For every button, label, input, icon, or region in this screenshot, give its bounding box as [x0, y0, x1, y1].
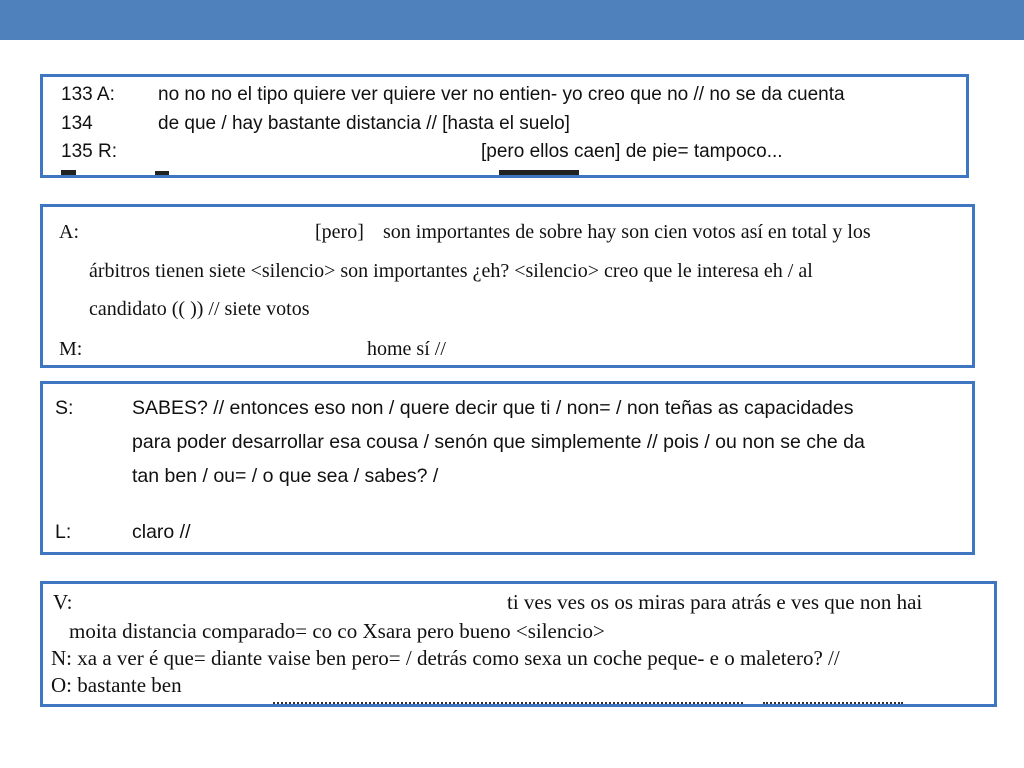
speaker-label: 135 R:	[61, 141, 117, 162]
speaker-label: M:	[59, 338, 83, 360]
utterance-text: para poder desarrollar esa cousa / senón que simplemente // pois / ou non se che da	[132, 431, 865, 453]
utterance-text: de que / hay bastante distancia // [hasta el suelo]	[158, 113, 570, 134]
speaker-label: 134	[61, 113, 93, 134]
speaker-label: A:	[59, 221, 79, 243]
clipped-text-fragment	[499, 170, 579, 176]
clipped-text-fragment	[763, 702, 903, 707]
utterance-text: [pero ellos caen] de pie= tampoco...	[481, 141, 783, 162]
overlap-marker: [pero]	[315, 221, 364, 243]
speaker-label: 133 A:	[61, 84, 115, 105]
utterance-text: tan ben / ou= / o que sea / sabes? /	[132, 465, 439, 487]
utterance-text: O: bastante ben	[51, 673, 182, 697]
utterance-text: ti ves ves os os miras para atrás e ves que non hai	[507, 590, 923, 614]
clipped-text-fragment	[155, 171, 169, 176]
clipped-text-fragment	[273, 702, 743, 707]
utterance-text: candidato (( )) // siete votos	[89, 298, 310, 320]
utterance-text: moita distancia comparado= co co Xsara pero bueno <silencio>	[69, 619, 605, 643]
transcript-excerpt-4	[40, 581, 997, 707]
speaker-label: L:	[55, 521, 72, 543]
utterance-text: son importantes de sobre hay son cien votos así en total y los	[383, 221, 871, 243]
transcript-excerpt-2	[40, 204, 975, 368]
transcript-line	[61, 141, 961, 165]
slide-header-bar	[0, 0, 1024, 40]
transcript-line	[61, 113, 961, 137]
utterance-text: SABES? // entonces eso non / quere decir que ti / non= / non teñas as capacidades	[132, 397, 854, 419]
utterance-text: no no no el tipo quiere ver quiere ver no entien- yo creo que no // no se da cuenta	[158, 84, 845, 105]
utterance-text: home sí //	[367, 338, 446, 360]
utterance-text: claro //	[132, 521, 191, 543]
transcript-excerpt-1	[40, 74, 969, 178]
transcript-excerpt-3	[40, 381, 975, 555]
speaker-label: S:	[55, 397, 74, 419]
transcript-line	[61, 84, 961, 108]
utterance-text: árbitros tienen siete <silencio> son importantes ¿eh? <silencio> creo que le interesa eh / al	[89, 260, 813, 282]
clipped-text-fragment	[61, 170, 76, 176]
speaker-label: V:	[53, 590, 73, 614]
utterance-text: N: xa a ver é que= diante vaise ben pero= / detrás como sexa un coche peque- e o maletero? //	[51, 646, 840, 670]
